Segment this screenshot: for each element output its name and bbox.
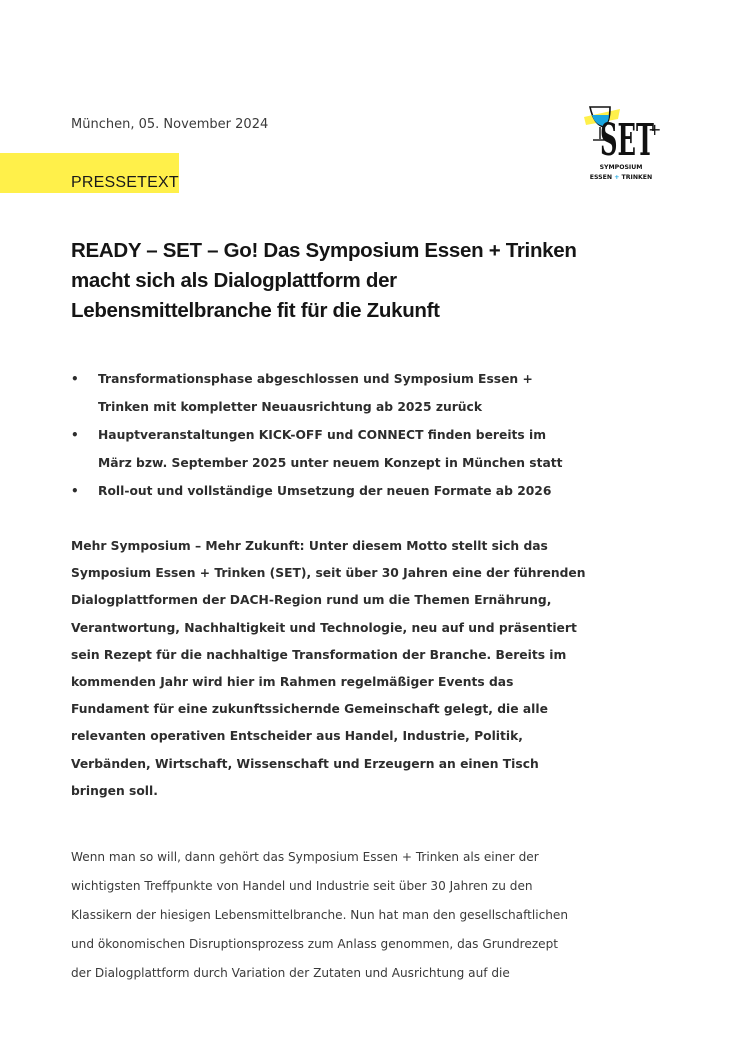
list-item-line: März bzw. September 2025 unter neuem Konzept in München statt [98,456,563,470]
list-item-line: Trinken mit kompletter Neuausrichtung ab 2025 zurück [98,400,483,414]
logo-line-essen-trinken [590,174,652,181]
headline-line: macht sich als Dialogplattform der [71,269,397,292]
lead-line: Verbänden, Wirtschaft, Wissenschaft und Erzeugern an einen Tisch [71,756,539,771]
logo-word-trinken: TRINKEN [621,174,653,181]
list-item [71,477,591,505]
body-line: wichtigsten Treffpunkte von Handel und Industrie seit über 30 Jahren zu den [71,879,533,893]
lead-paragraph [71,533,611,805]
list-item-line: Roll-out und vollständige Umsetzung der neuen Formate ab 2026 [98,484,552,498]
list-item-line: Hauptveranstaltungen KICK-OFF und CONNECT finden bereits im [98,428,547,442]
bullet-icon: • [71,428,79,442]
lead-line: Mehr Symposium – Mehr Zukunft: Unter diesem Motto stellt sich das [71,539,548,553]
lead-line: bringen soll. [71,783,158,798]
headline [71,236,631,326]
body-line: und ökonomischen Disruptionsprozess zum Anlass genommen, das Grundrezept [71,937,559,951]
key-points-list [71,365,591,505]
lead-line: Verantwortung, Nachhaltigkeit und Technologie, neu auf und präsentiert [71,620,577,635]
bullet-icon: • [71,372,79,386]
lead-line: kommenden Jahr wird hier im Rahmen regelmäßiger Events das [71,675,514,690]
headline-line: READY – SET – Go! Das Symposium Essen + Trinken [71,239,577,262]
bullet-icon: • [71,484,79,498]
set-logo [580,95,662,185]
lead-line: relevanten operativen Entscheider aus Handel, Industrie, Politik, [71,729,523,744]
body-line: der Dialogplattform durch Variation der Zutaten und Ausrichtung auf die [71,966,510,980]
list-item [71,365,591,421]
body-line: Wenn man so will, dann gehört das Symposium Essen + Trinken als einer der [71,850,539,864]
lead-line: Symposium Essen + Trinken (SET), seit über 30 Jahren eine der führenden [71,566,586,581]
lead-line: sein Rezept für die nachhaltige Transformation der Branche. Bereits im [71,647,567,662]
list-item [71,421,591,477]
headline-line: Lebensmittelbranche fit für die Zukunft [71,299,440,322]
lead-line: Fundament für eine zukunftssichernde Gemeinschaft gelegt, die alle [71,702,548,717]
body-line: Klassikern der hiesigen Lebensmittelbranche. Nun hat man den gesellschaftlichen [71,908,569,922]
list-item-line: Transformationsphase abgeschlossen und Symposium Essen + [98,372,533,386]
logo-initials: SET [600,115,655,166]
body-paragraph [71,843,611,988]
logo-small-plus: + [614,174,620,181]
logo-line-symposium: SYMPOSIUM [599,164,643,171]
logo-plus: + [648,120,662,139]
lead-line: Dialogplattformen der DACH-Region rund um die Themen Ernährung, [71,593,552,608]
document-label: PRESSETEXT [71,174,179,191]
logo-word-essen: ESSEN [589,174,613,181]
dateline: München, 05. November 2024 [71,117,269,132]
